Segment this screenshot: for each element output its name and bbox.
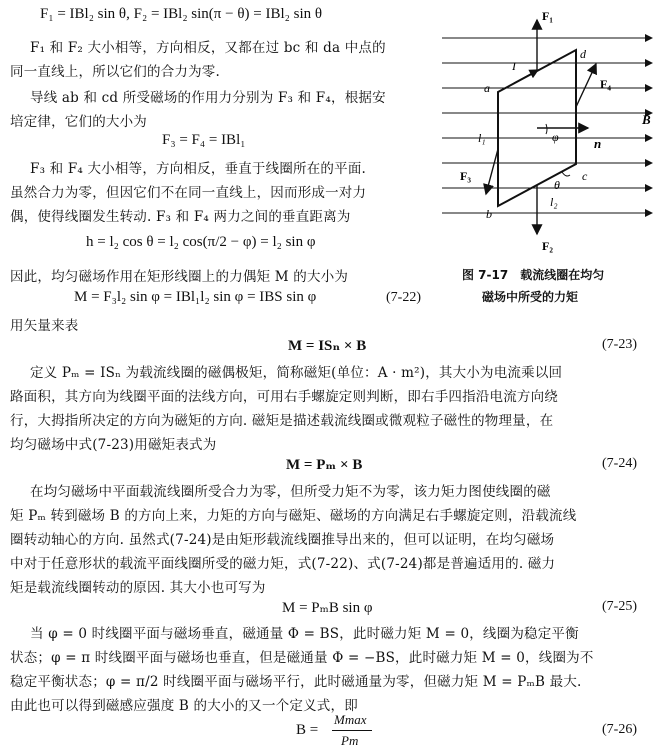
current-arrow: [514, 70, 538, 83]
paragraph-line: 行，大拇指所决定的方向为磁矩的方向. 磁矩是描述载流线圈或微观粒子磁性的物理量，在: [10, 413, 554, 429]
paragraph-line: 导线 ab 和 cd 所受磁场的作用力分别为 F₃ 和 F₄，根据安: [30, 90, 386, 106]
paragraph-line: 培定律，它们的大小为: [10, 114, 147, 130]
label-f2: F₂: [542, 239, 553, 253]
theta-arc: [562, 172, 570, 176]
paragraph-line: 偶，使得线圈发生转动. F₃ 和 F₄ 两力之间的垂直距离为: [10, 209, 351, 225]
figure-caption: 磁场中所受的力矩: [482, 290, 579, 304]
paragraph-line: 状态；φ = π 时线圈平面与磁场也垂直，但是磁通量 Φ = −BS，此时磁力矩 M = 0，线圈为不: [10, 650, 594, 666]
paragraph-line: 圈转动轴心的方向. 虽然式(7-24)是由矩形载流线圈推导出来的，但可以证明，在均匀磁场: [10, 532, 555, 548]
paragraph-line: 因此，均匀磁场作用在矩形线圈上的力偶矩 M 的大小为: [10, 269, 349, 285]
paragraph-line: 同一直线上，所以它们的合力为零.: [10, 64, 220, 80]
label-phi: φ: [552, 130, 559, 144]
equation-7-23: M = ISₙ × B: [288, 338, 367, 354]
equation-7-24: M = Pₘ × B: [286, 457, 363, 473]
equation-number: (7-26): [602, 722, 637, 737]
paragraph-line: 当 φ = 0 时线圈平面与磁场垂直，磁通量 Φ = BS，此时磁力矩 M = 0，线圈为稳定平衡: [30, 626, 579, 642]
label-b-field: B: [642, 112, 651, 127]
label-corner-c: c: [582, 169, 588, 183]
paragraph-line: F₁ 和 F₂ 大小相等，方向相反，又都在过 bc 和 da 中点的: [30, 40, 386, 56]
label-current: I: [512, 59, 516, 73]
equation-7-26-numerator: Mmax: [334, 712, 367, 727]
label-l2: l₂: [550, 195, 558, 209]
paragraph-line: 用矢量来表: [10, 318, 79, 334]
paragraph-line: 虽然合力为零，但因它们不在同一直线上，因而形成一对力: [10, 185, 367, 201]
equation-f3-f4: F₃ = F₄ = IBl₁: [162, 132, 246, 148]
field-lines: [442, 38, 652, 213]
force-f4-arrow: [576, 64, 596, 107]
paragraph-line: 定义 Pₘ = ISₙ 为载流线圈的磁偶极矩，简称磁矩(单位：A · m²)，其大小为电流乘以回: [30, 365, 563, 381]
paragraph-line: 由此也可以得到磁感应强度 B 的大小的又一个定义式，即: [10, 698, 358, 714]
label-f3: F₃: [460, 169, 471, 183]
equation-7-22: M = F₃l₂ sin φ = IBl₁l₂ sin φ = IBS sin φ: [74, 289, 317, 305]
fraction-bar: [332, 730, 372, 731]
equation-number: (7-24): [602, 456, 637, 471]
force-f3-arrow: [486, 149, 498, 194]
equation-number: (7-25): [602, 599, 637, 614]
label-l1: l₁: [478, 131, 486, 145]
label-corner-a: a: [484, 81, 490, 95]
equation-number: (7-23): [602, 337, 637, 352]
paragraph-line: 矩 Pₘ 转到磁场 B 的方向上来，力矩的方向与磁矩、磁场的方向满足右手螺旋定则，沿载流线: [10, 508, 577, 524]
equation-number: (7-22): [386, 290, 421, 305]
paragraph-line: 矩是载流线圈转动的原因. 其大小也可写为: [10, 580, 266, 596]
label-f1: F₁: [542, 9, 553, 23]
label-f4: F₄: [600, 77, 611, 91]
equation-7-26-denominator: Pm: [341, 733, 359, 748]
equation-7-25: M = PₘB sin φ: [282, 600, 373, 616]
equation-forces-f1-f2: F₁ = IBl₂ sin θ, F₂ = IBl₂ sin(π − θ) = IBl₂ sin θ: [40, 6, 323, 22]
label-corner-d: d: [580, 47, 586, 61]
phi-arc: [546, 124, 547, 134]
figure-caption: 图 7-17 载流线圈在均匀: [462, 268, 605, 282]
current-loop-figure: [438, 6, 658, 258]
paragraph-line: 中对于任意形状的载流平面线圈所受的磁力矩，式(7-22)、式(7-24)都是普遍适用的. 磁力: [10, 556, 556, 572]
label-normal: n: [594, 136, 602, 151]
paragraph-line: 在均匀磁场中平面载流线圈所受合力为零，但所受力矩不为零，该力矩力图使线圈的磁: [30, 484, 551, 500]
equation-7-26-lhs: B =: [296, 722, 319, 738]
equation-h: h = l₂ cos θ = l₂ cos(π/2 − φ) = l₂ sin φ: [86, 234, 316, 250]
label-theta: θ: [554, 178, 560, 192]
paragraph-line: 稳定平衡状态；φ = π/2 时线圈平面与磁场平行，此时磁通量为零，但磁力矩 M = PₘB 最大.: [10, 674, 582, 690]
paragraph-line: F₃ 和 F₄ 大小相等，方向相反，垂直于线圈所在的平面.: [30, 161, 367, 177]
label-corner-b: b: [486, 207, 492, 221]
paragraph-line: 均匀磁场中式(7-23)用磁矩表式为: [10, 437, 217, 453]
paragraph-line: 路面积，其方向为线圈平面的法线方向，可用右手螺旋定则判断，即右手四指沿电流方向绕: [10, 389, 558, 405]
